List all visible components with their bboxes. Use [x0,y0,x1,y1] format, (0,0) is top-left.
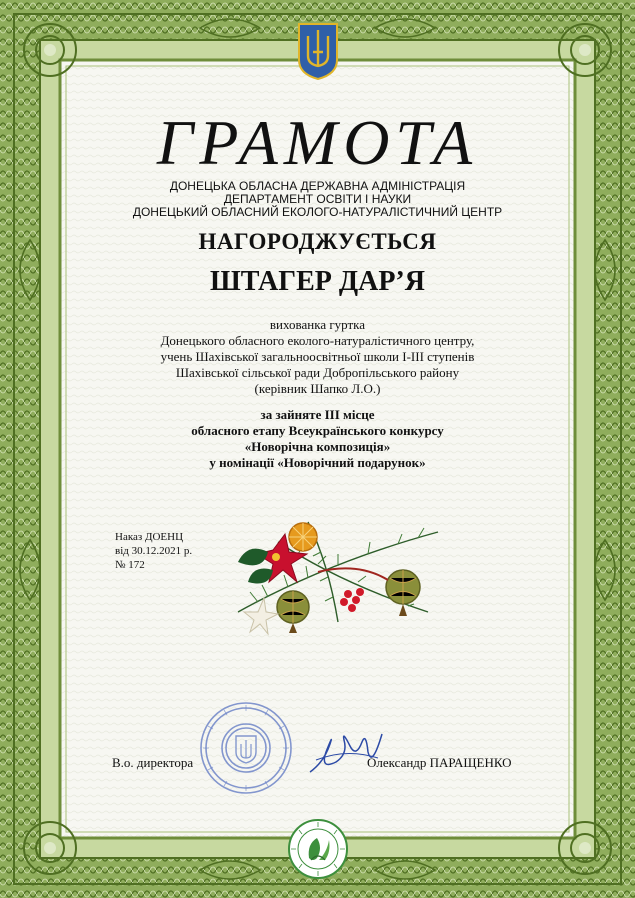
recipient-name: ШТАГЕР ДАР’Я [210,266,425,297]
signature-role: В.о. директора [112,755,194,770]
description-line: учень Шахівської загальноосвітньої школи І-ІІІ ступенів [160,349,475,364]
order-line: № 172 [115,559,145,571]
signature-mark [306,722,386,780]
certificate-title: ГРАМОТА [156,107,479,178]
organization-line: ДЕПАРТАМЕНТ ОСВІТИ І НАУКИ [223,192,412,206]
reason-line: у номінації «Новорічний подарунок» [209,455,426,470]
organization-line: ДОНЕЦЬКИЙ ОБЛАСНИЙ ЕКОЛОГО-НАТУРАЛІСТИЧНИЙ ЦЕНТР [132,205,503,219]
christmas-branch-icon [218,502,448,642]
reason-line: «Новорічна композиція» [244,439,391,454]
description-line: Донецького обласного еколого-натуралістичного центру, [160,333,475,348]
description-line: вихованка гуртка [269,317,366,332]
organization-line: ДОНЕЦЬКА ОБЛАСНА ДЕРЖАВНА АДМІНІСТРАЦІЯ [169,179,466,193]
order-line: Наказ ДОЕНЦ [115,531,184,543]
description-block [0,317,635,397]
round-stamp-icon [198,700,294,796]
reason-line: за зайняте ІІІ місце [260,407,375,422]
trident-icon [297,22,339,80]
eco-center-emblem-icon [287,818,349,880]
reason-line: обласного етапу Всеукраїнського конкурсу [191,423,444,438]
organization-block [0,180,635,219]
order-reference [115,530,192,572]
order-line: від 30.12.2021 р. [115,545,193,557]
awarded-label: НАГОРОДЖУЄТЬСЯ [198,229,437,254]
signature-name: Олександр ПАРАЩЕНКО [367,755,512,770]
description-line: Шахівської сільської ради Добропільського району [175,365,460,380]
reason-block [0,407,635,471]
description-line: (керівник Шапко Л.О.) [254,381,381,396]
